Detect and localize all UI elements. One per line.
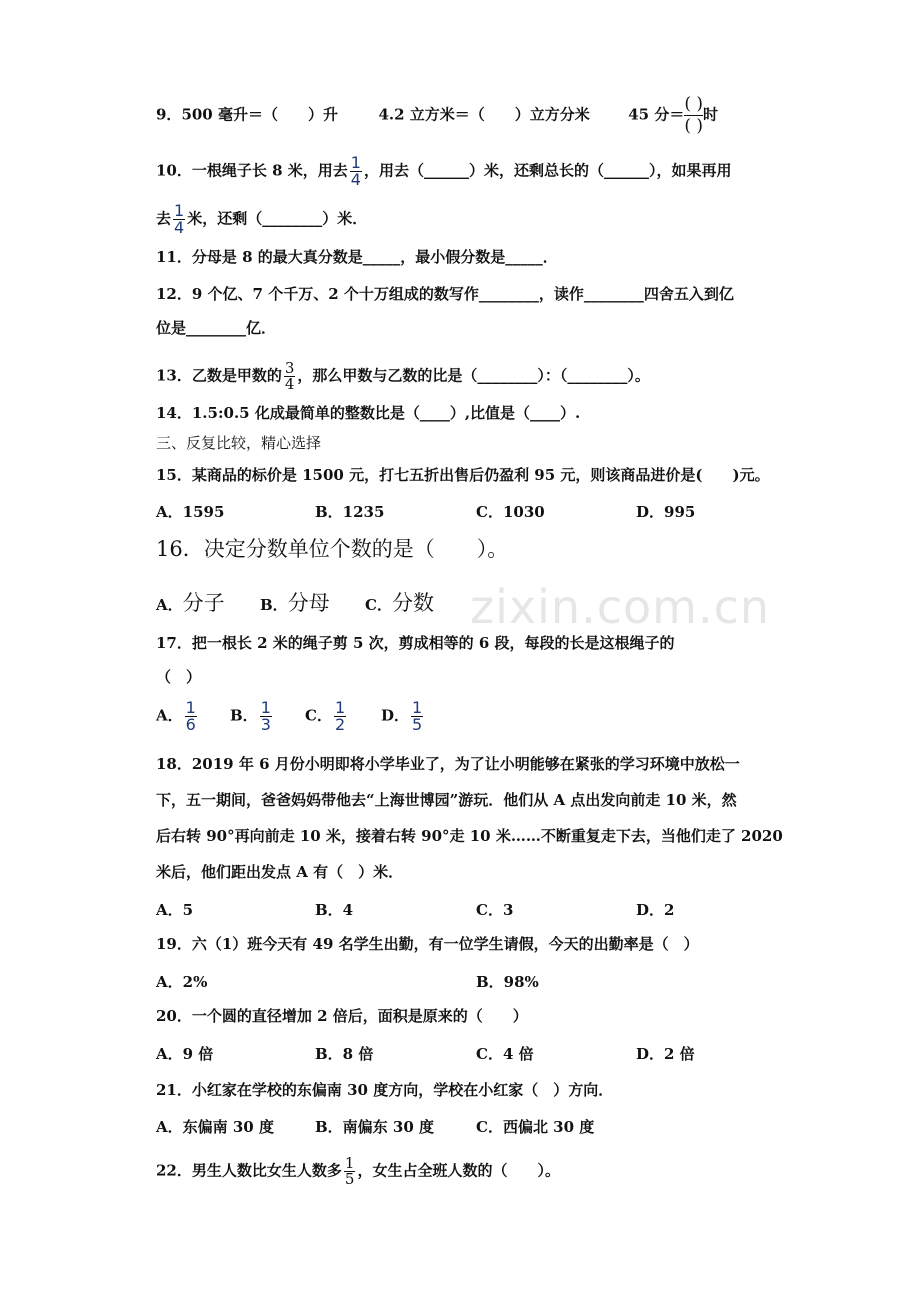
fraction-option (185, 700, 197, 733)
q9-unit: 时 (703, 105, 719, 124)
q15-option-a[interactable]: A．1595 (156, 503, 225, 521)
q21-option-b[interactable]: B．南偏东 30 度 (315, 1118, 434, 1136)
fraction-numerator: 1 (174, 201, 185, 220)
fraction-denominator: 4 (350, 170, 361, 189)
q19-option-a[interactable]: A．2% (156, 973, 208, 991)
fraction-three-quarters (284, 361, 296, 392)
q22-text-a: 22．男生人数比女生人数多 (156, 1161, 342, 1180)
option-label: B． (260, 596, 288, 614)
q16-option-a[interactable] (156, 587, 225, 617)
question-12-line2: 位是________亿． (156, 319, 277, 337)
q9-part-a: 9． (156, 105, 182, 124)
q22-text-b: ，女生占全班人数的（ ）。 (357, 1161, 560, 1180)
question-18-line1: 18．2019 年 6 月份小明即将小学毕业了，为了让小明能够在紧张的学习环境中放松一 (156, 755, 740, 773)
fraction-one-quarter (350, 155, 362, 188)
fraction-option (411, 700, 423, 733)
q16-option-b[interactable] (260, 587, 330, 617)
blank-fraction (684, 96, 703, 135)
q20-option-a[interactable]: A．9 倍 (156, 1045, 214, 1063)
q18-option-c[interactable]: C．3 (476, 901, 514, 919)
q18-option-b[interactable]: B．4 (315, 901, 354, 919)
question-18-line4: 米后，他们距出发点 A 有（ ）米． (156, 863, 404, 881)
q10-text-a: 10．一根绳子长 8 米，用去 (156, 161, 348, 180)
fraction-numerator: 3 (284, 359, 295, 377)
q15-option-c[interactable]: C．1030 (476, 503, 545, 521)
question-9 (156, 96, 718, 135)
option-text: 分子 (182, 591, 225, 615)
q13-text-b: ，那么甲数与乙数的比是（________）：（________）。 (297, 366, 650, 385)
q21-option-a[interactable]: A．东偏南 30 度 (156, 1118, 274, 1136)
fraction-denominator: 5 (412, 715, 423, 734)
watermark: zixin.com.cn (470, 580, 771, 634)
q13-text-a: 13．乙数是甲数的 (156, 366, 282, 385)
q15-option-d[interactable]: D．995 (636, 503, 696, 521)
q10-text-b: ，用去（______）米，还剩总长的（______），如果再用 (363, 161, 732, 180)
option-label: D． (381, 706, 410, 725)
question-13 (156, 361, 650, 392)
fraction-denominator: 4 (284, 375, 295, 393)
fraction-numerator: 1 (260, 698, 271, 717)
question-17-line2: （ ） (156, 668, 202, 686)
q19-option-b[interactable]: B．98% (476, 973, 539, 991)
q17-option-c[interactable] (305, 700, 348, 733)
q9-part-a-text: 500 毫升＝（ ）升 (181, 105, 338, 124)
question-21: 21．小红家在学校的东偏南 30 度方向，学校在小红家（ ）方向． (156, 1081, 614, 1099)
q21-option-c[interactable]: C．西偏北 30 度 (476, 1118, 595, 1136)
blank-denominator: ( ) (684, 116, 704, 136)
question-18-line3: 后右转 90°再向前走 10 米，接着右转 90°走 10 米……不断重复走下去，当他们走了 2020 (156, 827, 783, 845)
q20-option-c[interactable]: C．4 倍 (476, 1045, 534, 1063)
fraction-numerator: 1 (412, 698, 423, 717)
q15-option-b[interactable]: B．1235 (315, 503, 385, 521)
option-text: 分母 (287, 591, 330, 615)
option-text: 分数 (391, 591, 434, 615)
q16-option-c[interactable] (365, 587, 434, 617)
question-11: 11．分母是 8 的最大真分数是_____，最小假分数是_____． (156, 248, 558, 266)
fraction-denominator: 2 (334, 715, 346, 734)
question-22 (156, 1156, 560, 1187)
option-label: B． (230, 706, 258, 725)
q20-option-b[interactable]: B．8 倍 (315, 1045, 374, 1063)
fraction-numerator: 1 (334, 698, 346, 717)
q18-option-d[interactable]: D．2 (636, 901, 675, 919)
fraction-numerator: 1 (344, 1154, 355, 1172)
question-19: 19．六（1）班今天有 49 名学生出勤，有一位学生请假，今天的出勤率是（ ） (156, 935, 699, 953)
q18-option-a[interactable]: A．5 (156, 901, 194, 919)
fraction-numerator: 1 (185, 698, 196, 717)
q9-part-c: 45 分＝ (628, 105, 685, 124)
option-label: C． (365, 596, 392, 614)
option-label: C． (305, 706, 332, 725)
q17-option-a[interactable] (156, 700, 199, 733)
q10-text-d: 米，还剩（________）米． (187, 209, 368, 228)
section-heading: 三、反复比较，精心选择 (156, 434, 322, 452)
option-label: A． (156, 596, 183, 614)
question-16: 16．决定分数单位个数的是（ ）。 (156, 537, 509, 561)
blank-numerator: ( ) (684, 94, 704, 114)
question-17-line1: 17．把一根长 2 米的绳子剪 5 次，剪成相等的 6 段，每段的长是这根绳子的 (156, 634, 675, 652)
fraction-option (260, 700, 272, 733)
q10-text-c: 去 (156, 209, 172, 228)
fraction-denominator: 5 (344, 1170, 355, 1188)
question-10-line2 (156, 203, 367, 236)
q9-part-b: 4.2 立方米＝（ ）立方分米 (378, 105, 590, 124)
fraction-denominator: 3 (260, 715, 271, 734)
q20-option-d[interactable]: D．2 倍 (636, 1045, 695, 1063)
fraction-one-fifth (344, 1156, 356, 1187)
fraction-one-quarter (173, 203, 185, 236)
fraction-denominator: 6 (185, 715, 196, 734)
q17-option-d[interactable] (381, 700, 425, 733)
question-18-line2: 下，五一期间，爸爸妈妈带他去“上海世博园”游玩．他们从 A 点出发向前走 10 米，然 (156, 791, 737, 809)
fraction-numerator: 1 (350, 153, 361, 172)
question-14: 14．1.5:0.5 化成最简单的整数比是（____）,比值是（____）. (156, 404, 581, 422)
fraction-denominator: 4 (174, 218, 185, 237)
question-20: 20．一个圆的直径增加 2 倍后，面积是原来的（ ） (156, 1007, 528, 1025)
question-10-line1 (156, 155, 731, 188)
q17-option-b[interactable] (230, 700, 274, 733)
question-12-line1: 12．9 个亿、7 个千万、2 个十万组成的数写作________，读作________四舍五入到亿 (156, 285, 734, 303)
option-label: A． (156, 706, 183, 725)
fraction-option (334, 700, 346, 733)
question-15: 15．某商品的标价是 1500 元，打七五折出售后仍盈利 95 元，则该商品进价是( )元。 (156, 466, 770, 484)
